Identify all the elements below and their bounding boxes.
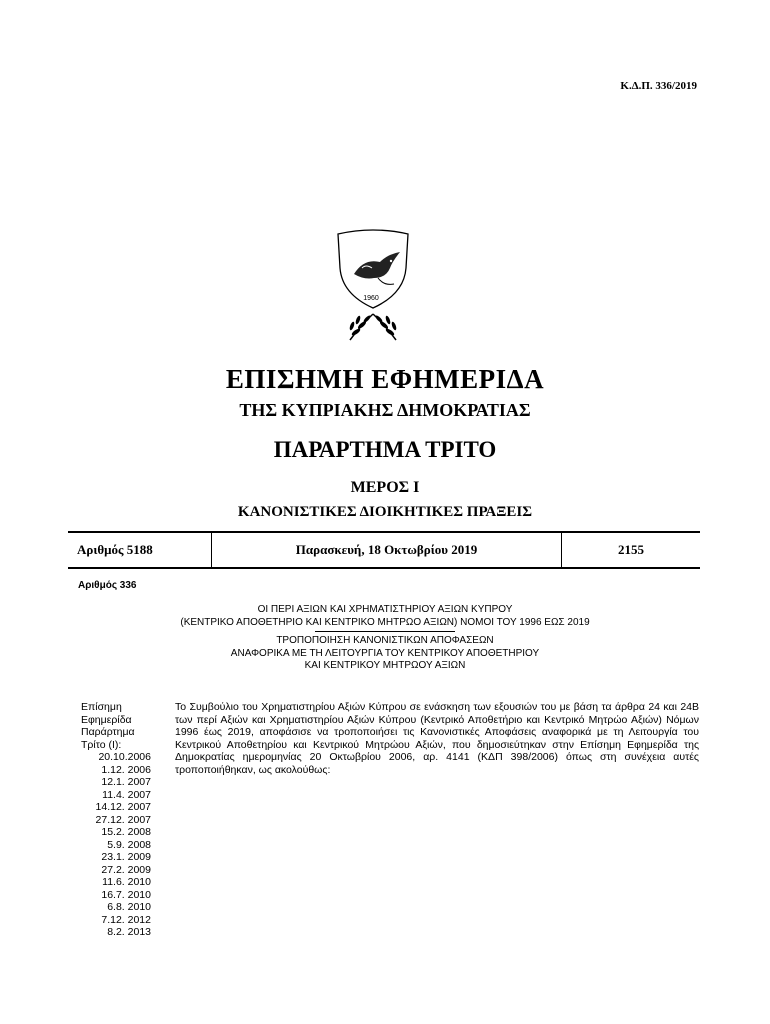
category-title: ΚΑΝΟΝΙΣΤΙΚΕΣ ΔΙΟΙΚΗΤΙΚΕΣ ΠΡΑΞΕΙΣ [237, 504, 533, 520]
margin-date: 5.9. 2008 [107, 838, 151, 851]
part-title: ΠΑΡΑΡΤΗΜΑ ΤΡΙΤΟ [273, 437, 497, 462]
gazette-title: ΕΠΙΣΗΜΗ ΕΦΗΜΕΡΙΔΑ [225, 364, 545, 394]
margin-notes [81, 701, 151, 939]
issue-info-bar [68, 531, 700, 569]
margin-date: 20.10.2006 [98, 751, 151, 763]
margin-date: 8.2. 2013 [107, 926, 151, 938]
cyprus-coat-of-arms-icon [328, 228, 418, 346]
divider [315, 631, 455, 632]
margin-date: 11.4. 2007 [102, 788, 151, 801]
subject-line-3: ΚΑΙ ΚΕΝΤΡΙΚΟΥ ΜΗΤΡΩΟΥ ΑΞΙΩΝ [304, 660, 466, 671]
body-paragraph: Το Συμβούλιο του Χρηματιστηρίου Αξιών Κύπρου σε ενάσκηση των εξουσιών του με βάση τα άρθρα 24 και 24Β των περί Αξιών και Χρηματιστηρίου Αξιών Κύπρου (Κεντρικό Αποθετήριο και Κεντρικό Μητρώο Αξιών) Νόμων 1996 έως 2019, αποφάσισε να τροποποιήσει τις Κανονιστικές Αποφάσεις αναφορικά με τη Λειτουργία του Κεντρικού Αποθετηρίου και Κεντρικού Μητρώου Αξιών, που δημοσιεύτηκαν στην Επίσημη Εφημερίδα της Δημοκρατίας ημερομηνίας 20 Οκτωβρίου 2006, αρ. 4141 (ΚΔΠ 398/2006) όπως στη συνέχεια αυτές τροποποιήθηκαν, ως ακολούθως: [175, 701, 699, 776]
gazette-subtitle: ΤΗΣ ΚΥΠΡΙΑΚΗΣ ΔΗΜΟΚΡΑΤΙΑΣ [239, 400, 531, 420]
margin-date: 15.2. 2008 [101, 826, 151, 838]
margin-date: 16.7. 2010 [101, 888, 151, 901]
margin-date: 6.8. 2010 [107, 901, 151, 913]
margin-date: 14.12. 2007 [95, 801, 151, 813]
margin-date: 11.6. 2010 [102, 876, 151, 888]
law-title-line-2: (ΚΕΝΤΡΙΚΟ ΑΠΟΘΕΤΗΡΙΟ ΚΑΙ ΚΕΝΤΡΙΚΟ ΜΗΤΡΩΟ ΑΞΙΩΝ) ΝΟΜΟΙ ΤΟΥ 1996 ΕΩΣ 2019 [180, 616, 590, 628]
margin-date: 27.12. 2007 [95, 813, 151, 826]
emblem-year: 1960 [363, 295, 379, 302]
gazette-reference: Κ.Δ.Π. 336/2019 [620, 80, 697, 92]
page-number: 2155 [618, 542, 644, 557]
subject-line-2: ΑΝΑΦΟΡΙΚΑ ΜΕ ΤΗ ΛΕΙΤΟΥΡΓΙΑ ΤΟΥ ΚΕΝΤΡΙΚΟΥ ΑΠΟΘΕΤΗΡΙΟΥ [230, 647, 540, 659]
margin-date: 27.2. 2009 [101, 863, 151, 876]
margin-date: 12.1. 2007 [101, 776, 151, 788]
margin-label: Επίσημη [81, 701, 122, 713]
subject-line-1: ΤΡΟΠΟΠΟΙΗΣΗ ΚΑΝΟΝΙΣΤΙΚΩΝ ΑΠΟΦΑΣΕΩΝ [276, 635, 494, 646]
margin-label: Τρίτο (Ι): [81, 738, 122, 751]
issue-number: Αριθμός 5188 [68, 533, 212, 567]
margin-date: 23.1. 2009 [101, 851, 151, 863]
margin-label: Παράρτημα [81, 726, 135, 738]
margin-date: 7.12. 2012 [101, 913, 151, 926]
law-title-line-1: ΟΙ ΠΕΡΙ ΑΞΙΩΝ ΚΑΙ ΧΡΗΜΑΤΙΣΤΗΡΙΟΥ ΑΞΙΩΝ ΚΥΠΡΟΥ [257, 604, 513, 615]
margin-date: 1.12. 2006 [101, 763, 151, 776]
issue-date: Παρασκευή, 18 Οκτωβρίου 2019 [212, 533, 562, 567]
section-title: ΜΕΡΟΣ Ι [350, 479, 420, 496]
margin-label: Εφημερίδα [81, 713, 132, 726]
law-heading [0, 604, 770, 673]
act-number: Αριθμός 336 [78, 580, 137, 591]
